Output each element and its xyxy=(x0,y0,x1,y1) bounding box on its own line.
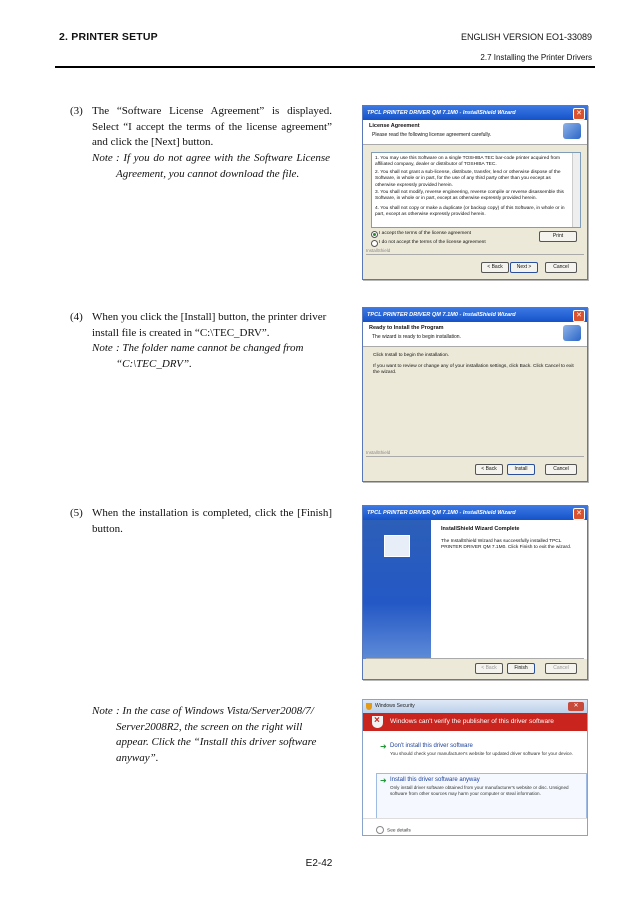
step-number: (3) xyxy=(70,105,83,117)
windows-security-dialog xyxy=(362,699,588,836)
version-label: ENGLISH VERSION EO1-33089 xyxy=(460,32,592,42)
back-button[interactable]: < Back xyxy=(475,464,503,475)
installshield-label: InstallShield xyxy=(366,450,391,455)
step-5 xyxy=(70,506,332,538)
window-title: TPCL PRINTER DRIVER QM 7.1M0 - InstallShield Wizard xyxy=(363,308,587,322)
license-paragraph: 4. You shall not copy or make a duplicate (or backup copy) of this Software, in whole or in part, except as otherwise expressly provided herein. xyxy=(375,206,565,218)
install-anyway-option[interactable] xyxy=(380,777,580,815)
see-details-label: See details xyxy=(387,828,411,834)
section-title: 2. PRINTER SETUP xyxy=(59,31,158,43)
cancel-button[interactable]: Cancel xyxy=(545,464,577,475)
ready-wizard-window xyxy=(362,307,588,482)
note-text: : If you do not agree with the Software License Agreement, you cannot download the file. xyxy=(116,152,330,180)
installer-icon xyxy=(563,123,581,139)
close-icon[interactable]: ✕ xyxy=(573,508,585,520)
step-3-note xyxy=(92,151,332,201)
dialog-title: Windows Security xyxy=(375,703,415,709)
note-text: : The folder name cannot be changed from “C:\TEC_DRV”. xyxy=(116,342,304,370)
ready-instruction: Click Install to begin the installation. xyxy=(373,353,449,358)
license-paragraph: 3. You shall not modify, reverse engineering, reverse compile or reverse disassemble this Software, in whole or in part, except as otherwise expressly provided herein. xyxy=(375,190,564,202)
step-number: (4) xyxy=(70,311,83,323)
finish-button[interactable]: Finish xyxy=(507,663,535,674)
subsection-title: 2.7 Installing the Printer Drivers xyxy=(480,53,592,62)
step-4-note xyxy=(92,341,332,373)
cancel-button[interactable]: Cancel xyxy=(545,663,577,674)
header-rule xyxy=(55,66,595,68)
complete-wizard-window xyxy=(362,505,588,680)
wizard-subheading: The wizard is ready to begin installation. xyxy=(372,334,461,340)
accept-radio[interactable] xyxy=(371,231,378,238)
see-details-toggle[interactable] xyxy=(376,826,411,834)
back-button[interactable]: < Back xyxy=(481,262,509,273)
close-icon[interactable]: ✕ xyxy=(573,310,585,322)
install-button[interactable]: Install xyxy=(507,464,535,475)
installer-icon xyxy=(563,325,581,341)
decline-radio[interactable] xyxy=(371,240,378,247)
license-paragraph: 2. You shall not grant a sub-license, distribute, transfer, lend or otherwise dispose of the Software, in whole or in part, for the use of any third party other than you except as otherwise expressly provided herein. xyxy=(375,170,561,188)
ready-review-text: If you want to review or change any of your installation settings, click Back. Click Cancel to exit the wizard. xyxy=(373,364,574,376)
step-text: The “Software License Agreement” is displayed. Select “I accept the terms of the license agreement” and click the [Next] button. xyxy=(92,105,332,148)
cancel-button[interactable]: Cancel xyxy=(545,262,577,273)
wizard-heading: Ready to Install the Program xyxy=(369,325,444,331)
option-desc: You should check your manufacturer's website for updated driver software for your device. xyxy=(390,751,574,756)
note-text: : In the case of Windows Vista/Server2008/7/ Server2008R2, the screen on the right will appear. Click the “Install this driver software anyway”. xyxy=(116,705,317,764)
close-icon[interactable]: ✕ xyxy=(573,108,585,120)
chevron-down-icon xyxy=(376,826,384,834)
decline-label[interactable]: I do not accept the terms of the license agreement xyxy=(379,240,486,245)
accept-label[interactable]: I accept the terms of the license agreement xyxy=(379,231,471,236)
installshield-label: InstallShield xyxy=(366,248,391,253)
note-label: Note xyxy=(92,705,113,717)
close-icon[interactable]: ✕ xyxy=(568,702,584,711)
error-shield-icon xyxy=(372,716,383,728)
next-button[interactable]: Next > xyxy=(510,262,538,273)
back-button[interactable]: < Back xyxy=(475,663,503,674)
dont-install-option[interactable] xyxy=(380,743,580,769)
option-desc: Only install driver software obtained from your manufacturer's website or disc. Unsigned software from other sources may harm your computer or steal information. xyxy=(390,785,569,796)
wizard-heading: License Agreement xyxy=(369,123,420,129)
print-button[interactable]: Print xyxy=(539,231,577,242)
option-title: Install this driver software anyway xyxy=(390,777,480,783)
final-note xyxy=(92,704,337,768)
step-3 xyxy=(70,104,332,149)
wizard-subheading: Please read the following license agreement carefully. xyxy=(372,132,492,138)
arrow-right-icon: ➜ xyxy=(380,776,387,785)
arrow-right-icon: ➜ xyxy=(380,742,387,751)
note-label: Note xyxy=(92,342,113,354)
complete-message: The InstallShield Wizard has successfully installed TPCL PRINTER DRIVER QM 7.1M0. Click Finish to exit the wizard. xyxy=(441,539,572,551)
step-text: When the installation is completed, click the [Finish] button. xyxy=(92,507,332,535)
license-scrollbar[interactable] xyxy=(572,153,580,227)
page-number: E2-42 xyxy=(305,858,333,869)
step-text: When you click the [Install] button, the printer driver install file is created in “C:\TEC_DRV”. xyxy=(92,311,327,339)
shield-icon xyxy=(366,703,372,710)
note-label: Note xyxy=(92,152,113,164)
step-4 xyxy=(70,310,332,342)
computer-icon xyxy=(384,535,410,557)
option-title: Don't install this driver software xyxy=(390,743,473,749)
license-text-box[interactable] xyxy=(371,152,581,228)
window-title: TPCL PRINTER DRIVER QM 7.1M0 - InstallShield Wizard xyxy=(363,106,587,120)
window-title: TPCL PRINTER DRIVER QM 7.1M0 - InstallShield Wizard xyxy=(363,506,587,520)
license-wizard-window xyxy=(362,105,588,280)
step-number: (5) xyxy=(70,507,83,519)
wizard-heading: InstallShield Wizard Complete xyxy=(441,526,520,532)
license-paragraph: 1. You may use this Software on a single TOSHIBA TEC bar-code printer acquired from affiliated company, dealer or distributor of TOSHIBA TEC. xyxy=(375,156,561,168)
warning-banner: Windows can't verify the publisher of this driver software xyxy=(390,718,554,725)
